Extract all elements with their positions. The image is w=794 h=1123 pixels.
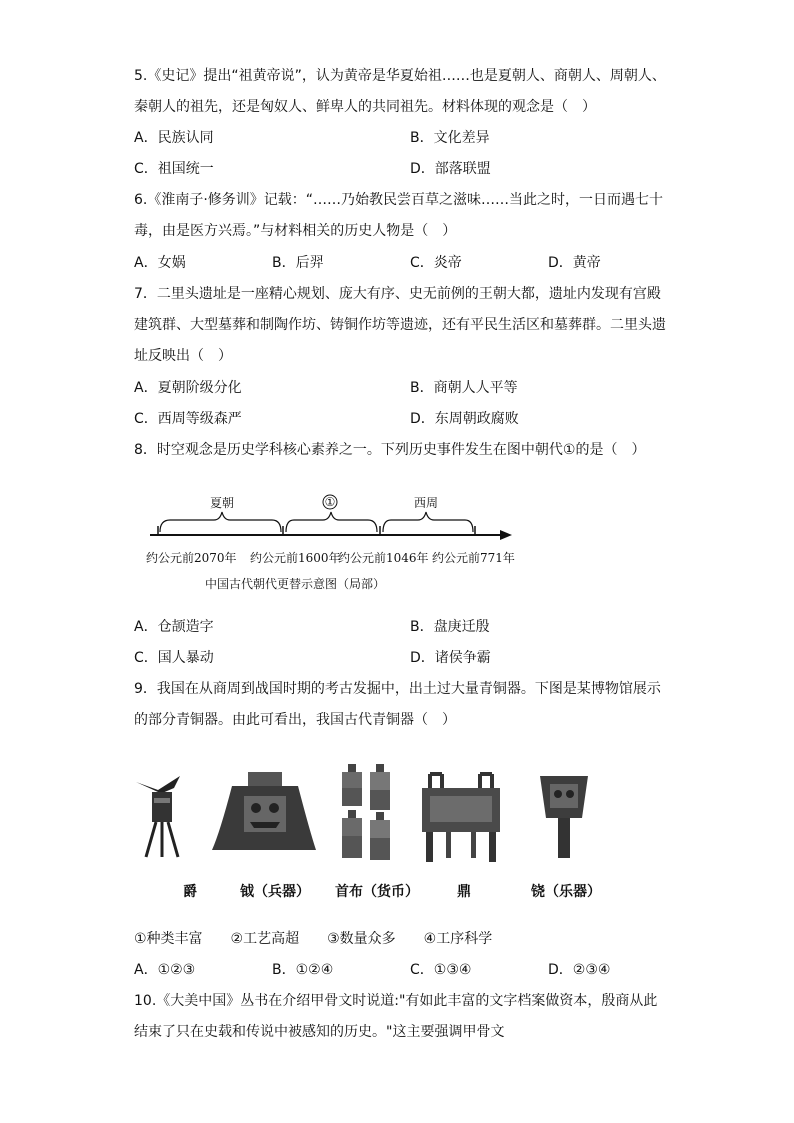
q9-option-d[interactable]: D．②③④: [548, 962, 611, 978]
ding-cauldron-icon: [422, 774, 500, 862]
q9-option-b[interactable]: B．①②④: [272, 962, 334, 978]
q9-statements: ①种类丰富 ②工艺高超 ③数量众多 ④工序科学: [134, 931, 493, 947]
timeline-date-1: 约公元前2070年: [146, 551, 237, 565]
q5-option-c[interactable]: C．祖国统一: [134, 161, 214, 177]
bronze-label-shoubu: 首布（货币）: [335, 884, 419, 900]
q5-option-d[interactable]: D．部落联盟: [410, 161, 491, 177]
q6-option-b[interactable]: B．后羿: [272, 255, 324, 271]
bronze-label-yue: 钺（兵器）: [240, 884, 310, 900]
timeline-arrow-icon: [500, 530, 512, 540]
bronze-label-jue: 爵: [183, 884, 197, 900]
dynasty-timeline-figure: [140, 490, 520, 600]
q6-option-c[interactable]: C．炎帝: [410, 255, 462, 271]
q6-option-a[interactable]: A．女娲: [134, 255, 186, 271]
nao-bell-icon: [540, 776, 588, 858]
q8-stem-line1: 8．时空观念是历史学科核心素养之一。下列历史事件发生在图中朝代①的是（ ）: [134, 442, 646, 458]
q7-option-d[interactable]: D．东周朝政腐败: [410, 411, 519, 427]
q8-option-d[interactable]: D．诸侯争霸: [410, 650, 491, 666]
yue-axe-icon: [212, 772, 316, 850]
q10-stem-line2: 结束了只在史载和传说中被感知的历史。"这主要强调甲骨文: [134, 1024, 505, 1040]
timeline-dynasty-xia: 夏朝: [209, 496, 235, 510]
q5-option-b[interactable]: B．文化差异: [410, 130, 490, 146]
q6-stem-line2: 毒，由是医方兴焉。”与材料相关的历史人物是（ ）: [134, 223, 457, 239]
bronze-label-nao: 铙（乐器）: [531, 884, 601, 900]
q5-stem-line2: 秦朝人的祖先，还是匈奴人、鲜卑人的共同祖先。材料体现的观念是（ ）: [134, 99, 596, 115]
q9-option-a[interactable]: A．①②③: [134, 962, 196, 978]
q7-option-c[interactable]: C．西周等级森严: [134, 411, 242, 427]
q10-stem-line1: 10.《大美中国》丛书在介绍甲骨文时说道:"有如此丰富的文字档案做资本，殷商从此: [134, 993, 658, 1009]
timeline-dynasty-western-zhou: 西周: [413, 496, 439, 510]
q9-option-c[interactable]: C．①③④: [410, 962, 472, 978]
western-zhou-bracket: [383, 512, 473, 532]
q5-stem-line1: 5.《史记》提出“祖黄帝说”，认为黄帝是华夏始祖……也是夏朝人、商朝人、周朝人、: [134, 68, 666, 84]
timeline-date-3: 约公元前1046年: [338, 551, 429, 565]
shoubu-coins-icon: [342, 764, 390, 860]
timeline-date-2: 约公元前1600年: [250, 551, 341, 565]
timeline-dynasty-unknown: ①: [324, 495, 336, 509]
q8-option-a[interactable]: A．仓颉造字: [134, 619, 214, 635]
q6-option-d[interactable]: D．黄帝: [548, 255, 601, 271]
q7-option-b[interactable]: B．商朝人人平等: [410, 380, 518, 396]
q7-stem-line2: 建筑群、大型墓葬和制陶作坊、铸铜作坊等遗迹，还有平民生活区和墓葬群。二里头遗: [134, 317, 666, 333]
jue-vessel-icon: [136, 776, 180, 857]
q7-stem-line1: 7．二里头遗址是一座精心规划、庞大有序、史无前例的王朝大都，遗址内发现有宫殿: [134, 286, 661, 302]
timeline-date-4: 约公元前771年: [432, 551, 515, 565]
q9-stem-line2: 的部分青铜器。由此可看出，我国古代青铜器（ ）: [134, 712, 456, 728]
bronze-label-ding: 鼎: [457, 884, 471, 900]
q7-stem-line3: 址反映出（ ）: [134, 348, 232, 364]
timeline-caption: 中国古代朝代更替示意图（局部）: [204, 577, 386, 591]
q6-stem-line1: 6.《淮南子·修务训》记载：“……乃始教民尝百草之滋味……当此之时，一日而遇七十: [134, 192, 664, 208]
xia-bracket: [160, 512, 281, 532]
q8-option-c[interactable]: C．国人暴动: [134, 650, 214, 666]
q7-option-a[interactable]: A．夏朝阶级分化: [134, 380, 242, 396]
dynasty-1-bracket: [286, 512, 377, 532]
q5-option-a[interactable]: A．民族认同: [134, 130, 214, 146]
q9-stem-line1: 9．我国在从商周到战国时期的考古发掘中，出土过大量青铜器。下图是某博物馆展示: [134, 681, 661, 697]
bronze-artifacts-figure: [130, 762, 630, 902]
q8-option-b[interactable]: B．盘庚迁殷: [410, 619, 490, 635]
